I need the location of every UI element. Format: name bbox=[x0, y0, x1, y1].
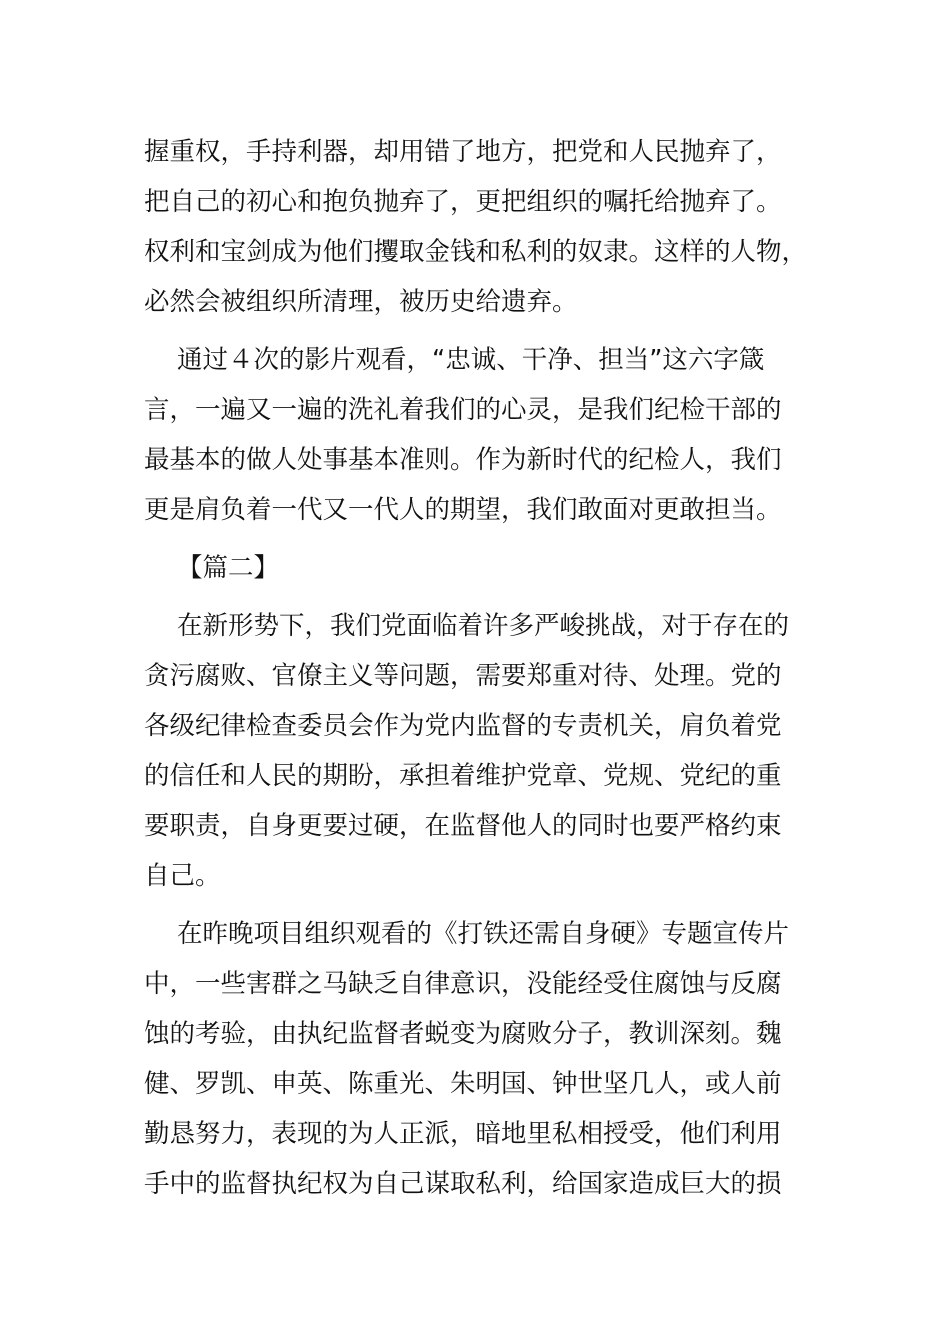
section-heading bbox=[144, 543, 804, 593]
text-line: 权利和宝剑成为他们攫取金钱和私利的奴隶。这样的人物， bbox=[144, 237, 808, 267]
text-line: 通过４次的影片观看，“忠诚、干净、担当”这六字箴 bbox=[177, 345, 765, 375]
text-line: 各级纪律检查委员会作为党内监督的专责机关，肩负着党 bbox=[144, 711, 782, 741]
text-line: 握重权，手持利器，却用错了地方，把党和人民抛弃了， bbox=[144, 137, 782, 167]
text-line: 手中的监督执纪权为自己谋取私利，给国家造成巨大的损 bbox=[144, 1169, 782, 1199]
text-line: 健、罗凯、申英、陈重光、朱明国、钟世坚几人，或人前 bbox=[144, 1069, 782, 1099]
text-line: 在新形势下，我们党面临着许多严峻挑战，对于存在的 bbox=[177, 611, 790, 641]
paragraph-3 bbox=[144, 601, 804, 901]
heading-text: 【篇二】 bbox=[177, 553, 280, 583]
text-line: 蚀的考验，由执纪监督者蜕变为腐败分子，教训深刻。魏 bbox=[144, 1019, 782, 1049]
text-line: 的信任和人民的期盼，承担着维护党章、党规、党纪的重 bbox=[144, 761, 782, 791]
paragraph-1 bbox=[144, 127, 808, 327]
text-line: 中，一些害群之马缺乏自律意识，没能经受住腐蚀与反腐 bbox=[144, 969, 782, 999]
text-line: 言，一遍又一遍的洗礼着我们的心灵，是我们纪检干部的 bbox=[144, 395, 782, 425]
text-line: 必然会被组织所清理，被历史给遗弃。 bbox=[144, 287, 578, 317]
text-line: 要职责，自身更要过硬，在监督他人的同时也要严格约束 bbox=[144, 811, 782, 841]
paragraph-2 bbox=[144, 335, 804, 535]
text-line: 在昨晚项目组织观看的《打铁还需自身硬》专题宣传片 bbox=[177, 919, 790, 949]
text-line: 勤恳努力，表现的为人正派，暗地里私相授受，他们利用 bbox=[144, 1119, 782, 1149]
document-body bbox=[144, 127, 808, 1209]
text-line: 最基本的做人处事基本准则。作为新时代的纪检人，我们 bbox=[144, 445, 782, 475]
text-line: 更是肩负着一代又一代人的期望，我们敢面对更敢担当。 bbox=[144, 495, 782, 525]
text-line: 贪污腐败、官僚主义等问题，需要郑重对待、处理。党的 bbox=[144, 661, 782, 691]
text-line: 把自己的初心和抱负抛弃了，更把组织的嘱托给抛弃了。 bbox=[144, 187, 782, 217]
paragraph-4 bbox=[144, 909, 804, 1209]
text-line: 自己。 bbox=[144, 861, 221, 891]
